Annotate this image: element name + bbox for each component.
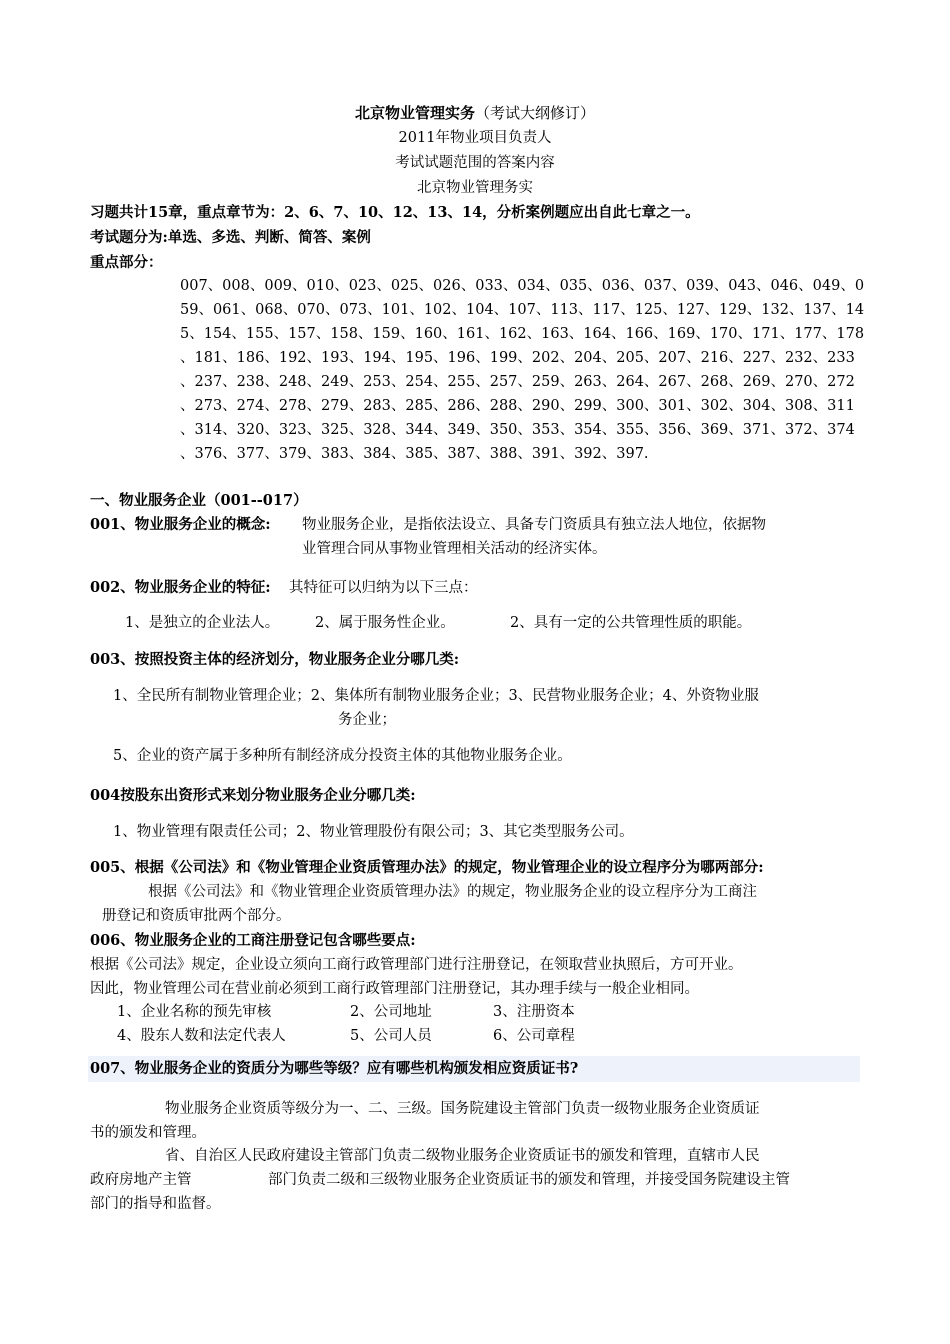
key-number-line: 、314、320、323、325、328、344、349、350、353、354、355、356、369、371、372、374 <box>180 422 855 438</box>
q005-label: 005、根据《公司法》和《物业管理企业资质管理办法》的规定，物业管理企业的设立程序分为哪两部分: <box>90 859 764 876</box>
q007-text: 物业服务企业资质等级分为一、二、三级。国务院建设主管部门负责一级物业服务企业资质证 <box>165 1101 760 1117</box>
key-number-line: 59、061、068、070、073、101、102、104、107、113、117、125、127、129、132、137、14 <box>180 302 865 318</box>
q006-text: 根据《公司法》规定，企业设立须向工商行政管理部门进行注册登记，在领取营业执照后，方可开业。 <box>90 957 743 973</box>
q004-label: 004按股东出资形式来划分物业服务企业分哪几类: <box>90 787 416 804</box>
q007-text: 部门的指导和监督。 <box>90 1196 221 1212</box>
q001-text: 物业服务企业，是指依法设立、具备专门资质具有独立法人地位，依据物 <box>302 517 766 533</box>
section-heading: 一、物业服务企业（001--017） <box>90 492 308 509</box>
key-number-line: 007、008、009、010、023、025、026、033、034、035、036、037、039、043、046、049、0 <box>180 278 865 294</box>
q002-item: 1、是独立的企业法人。 <box>125 615 280 631</box>
doc-title <box>0 103 950 123</box>
doc-subtitle-year: 2011年物业项目负责人 <box>398 130 552 146</box>
doc-title-main: 北京物业管理实务 <box>354 104 475 122</box>
q002-text: 其特征可以归纳为以下三点： <box>289 580 478 596</box>
q007-label: 007、物业服务企业的资质分为哪些等级？应有哪些机构颁发相应资质证书? <box>90 1060 579 1077</box>
q002-item: 2、属于服务性企业。 <box>315 615 455 631</box>
q006-item: 1、企业名称的预先审核 <box>117 1004 272 1020</box>
q001-text: 业管理合同从事物业管理相关活动的经济实体。 <box>302 541 607 557</box>
doc-title-paren: （考试大纲修订） <box>475 104 596 122</box>
key-number-line: 5、154、155、157、158、159、160、161、162、163、164、166、169、170、171、177、178 <box>180 326 865 342</box>
q003-label: 003、按照投资主体的经济划分，物业服务企业分哪几类: <box>90 651 460 668</box>
q006-item: 6、公司章程 <box>493 1028 575 1044</box>
key-number-line: 、273、274、278、279、283、285、286、288、290、299、300、301、302、304、308、311 <box>180 398 855 414</box>
q007-text: 书的颁发和管理。 <box>90 1125 206 1141</box>
intro-chapters: 习题共计15章，重点章节为：2、6、7、10、12、13、14，分析案例题应出自此七章之一。 <box>90 204 700 221</box>
q002-item: 2、具有一定的公共管理性质的职能。 <box>510 615 752 631</box>
q002-label: 002、物业服务企业的特征: <box>90 579 271 596</box>
q003-text: 5、企业的资产属于多种所有制经济成分投资主体的其他物业服务企业。 <box>113 748 572 764</box>
q006-item: 5、公司人员 <box>350 1028 432 1044</box>
q004-text: 1、物业管理有限责任公司；2、物业管理股份有限公司；3、其它类型服务公司。 <box>113 824 634 840</box>
q007-text: 政府房地产主管 <box>90 1172 192 1188</box>
key-number-line: 、237、238、248、249、253、254、255、257、259、263、264、267、268、269、270、272 <box>180 374 855 390</box>
q007-text: 部门负责二级和三级物业服务企业资质证书的颁发和管理，并接受国务院建设主管 <box>268 1172 790 1188</box>
intro-question-types: 考试题分为:单选、多选、判断、简答、案例 <box>90 229 371 246</box>
q006-text: 因此，物业管理公司在营业前必须到工商行政管理部门注册登记，其办理手续与一般企业相同。 <box>90 981 699 997</box>
q006-item: 4、股东人数和法定代表人 <box>117 1028 286 1044</box>
doc-subtitle-scope: 考试试题范围的答案内容 <box>395 155 555 171</box>
key-number-line: 、181、186、192、193、194、195、196、199、202、204、205、207、216、227、232、233 <box>180 350 855 366</box>
intro-key-label: 重点部分： <box>90 254 163 271</box>
q007-text: 省、自治区人民政府建设主管部门负责二级物业服务企业资质证书的颁发和管理，直辖市人民 <box>165 1148 760 1164</box>
q006-label: 006、物业服务企业的工商注册登记包含哪些要点: <box>90 932 416 949</box>
key-number-line: 、376、377、379、383、384、385、387、388、391、392、397. <box>180 446 649 462</box>
q006-item: 2、公司地址 <box>350 1004 432 1020</box>
doc-subtitle-subject: 北京物业管理务实 <box>417 180 533 196</box>
q001-label: 001、物业服务企业的概念: <box>90 516 271 533</box>
q006-item: 3、注册资本 <box>493 1004 575 1020</box>
q003-text: 务企业； <box>338 712 396 728</box>
q003-text: 1、全民所有制物业管理企业；2、集体所有制物业服务企业；3、民营物业服务企业；4、外资物业服 <box>113 688 759 704</box>
q005-text: 册登记和资质审批两个部分。 <box>102 908 291 924</box>
q005-text: 根据《公司法》和《物业管理企业资质管理办法》的规定，物业服务企业的设立程序分为工商注 <box>148 884 757 900</box>
